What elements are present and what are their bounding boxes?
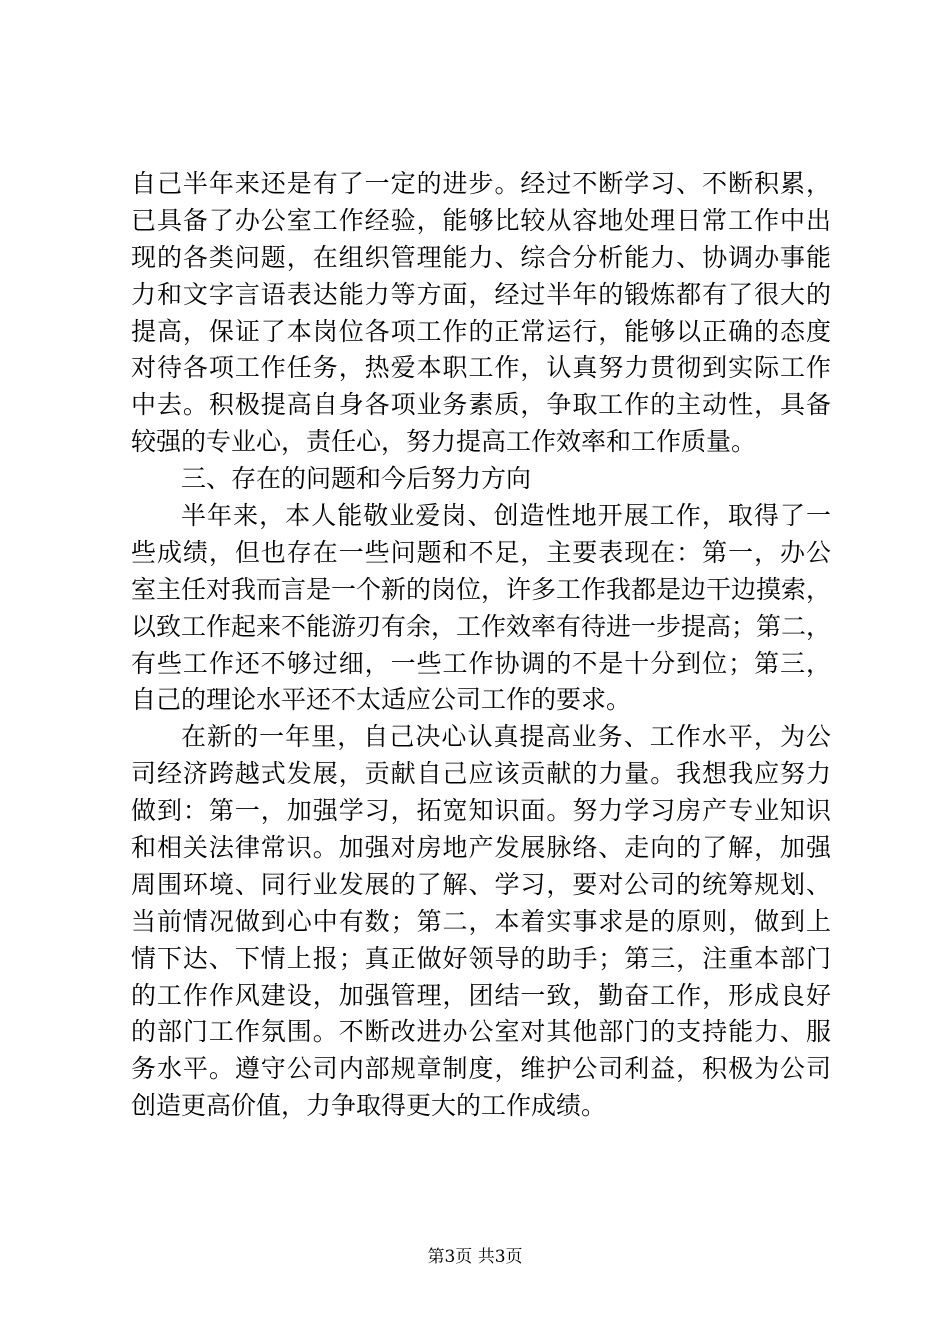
- text-line: 和相关法律常识。加强对房地产发展脉络、走向的了解，加强: [131, 833, 831, 863]
- text-line: 以致工作起来不能游刃有余，工作效率有待进一步提高；第二，: [131, 611, 832, 641]
- text-line: 情下达、下情上报；真正做好领导的助手；第三，注重本部门: [131, 943, 831, 973]
- text-line: 室主任对我而言是一个新的岗位，许多工作我都是边干边摸索，: [131, 574, 832, 604]
- text-line: 对待各项工作任务，热爱本职工作，认真努力贯彻到实际工作: [131, 353, 831, 383]
- text-line: 司经济跨越式发展，贡献自己应该贡献的力量。我想我应努力: [131, 759, 831, 789]
- text-line: 务水平。遵守公司内部规章制度，维护公司利益，积极为公司: [131, 1054, 831, 1084]
- text-line: 的部门工作氛围。不断改进办公室对其他部门的支持能力、服: [131, 1017, 831, 1047]
- text-line: 当前情况做到心中有数；第二，本着实事求是的原则，做到上: [131, 906, 831, 936]
- text-line: 周围环境、同行业发展的了解、学习，要对公司的统筹规划、: [131, 869, 831, 899]
- section-heading: 三、存在的问题和今后努力方向: [181, 464, 532, 494]
- text-line: 提高，保证了本岗位各项工作的正常运行，能够以正确的态度: [131, 316, 831, 346]
- text-line: 已具备了办公室工作经验，能够比较从容地处理日常工作中出: [131, 205, 831, 235]
- document-body: [131, 166, 831, 1125]
- text-line: 自己的理论水平还不太适应公司工作的要求。: [131, 685, 632, 715]
- text-line: 中去。积极提高自身各项业务素质，争取工作的主动性，具备: [131, 390, 831, 420]
- text-line: 较强的专业心，责任心，努力提高工作效率和工作质量。: [131, 427, 757, 457]
- text-line: 在新的一年里，自己决心认真提高业务、工作水平，为公: [181, 722, 831, 752]
- text-line: 自己半年来还是有了一定的进步。经过不断学习、不断积累，: [131, 169, 831, 198]
- text-line: 做到：第一，加强学习，拓宽知识面。努力学习房产专业知识: [131, 796, 831, 826]
- text-line: 些成绩，但也存在一些问题和不足，主要表现在：第一，办公: [131, 537, 831, 567]
- text-line: 半年来，本人能敬业爱岗、创造性地开展工作，取得了一: [181, 501, 831, 531]
- page-number-footer: 第3页 共3页: [427, 1247, 523, 1267]
- text-line: 力和文字言语表达能力等方面，经过半年的锻炼都有了很大的: [131, 279, 831, 309]
- text-line: 有些工作还不够过细，一些工作协调的不是十分到位；第三，: [131, 648, 831, 678]
- text-line: 现的各类问题，在组织管理能力、综合分析能力、协调办事能: [131, 242, 831, 272]
- text-line: 的工作作风建设，加强管理，团结一致，勤奋工作，形成良好: [131, 980, 831, 1010]
- text-line: 创造更高价值，力争取得更大的工作成绩。: [131, 1091, 607, 1121]
